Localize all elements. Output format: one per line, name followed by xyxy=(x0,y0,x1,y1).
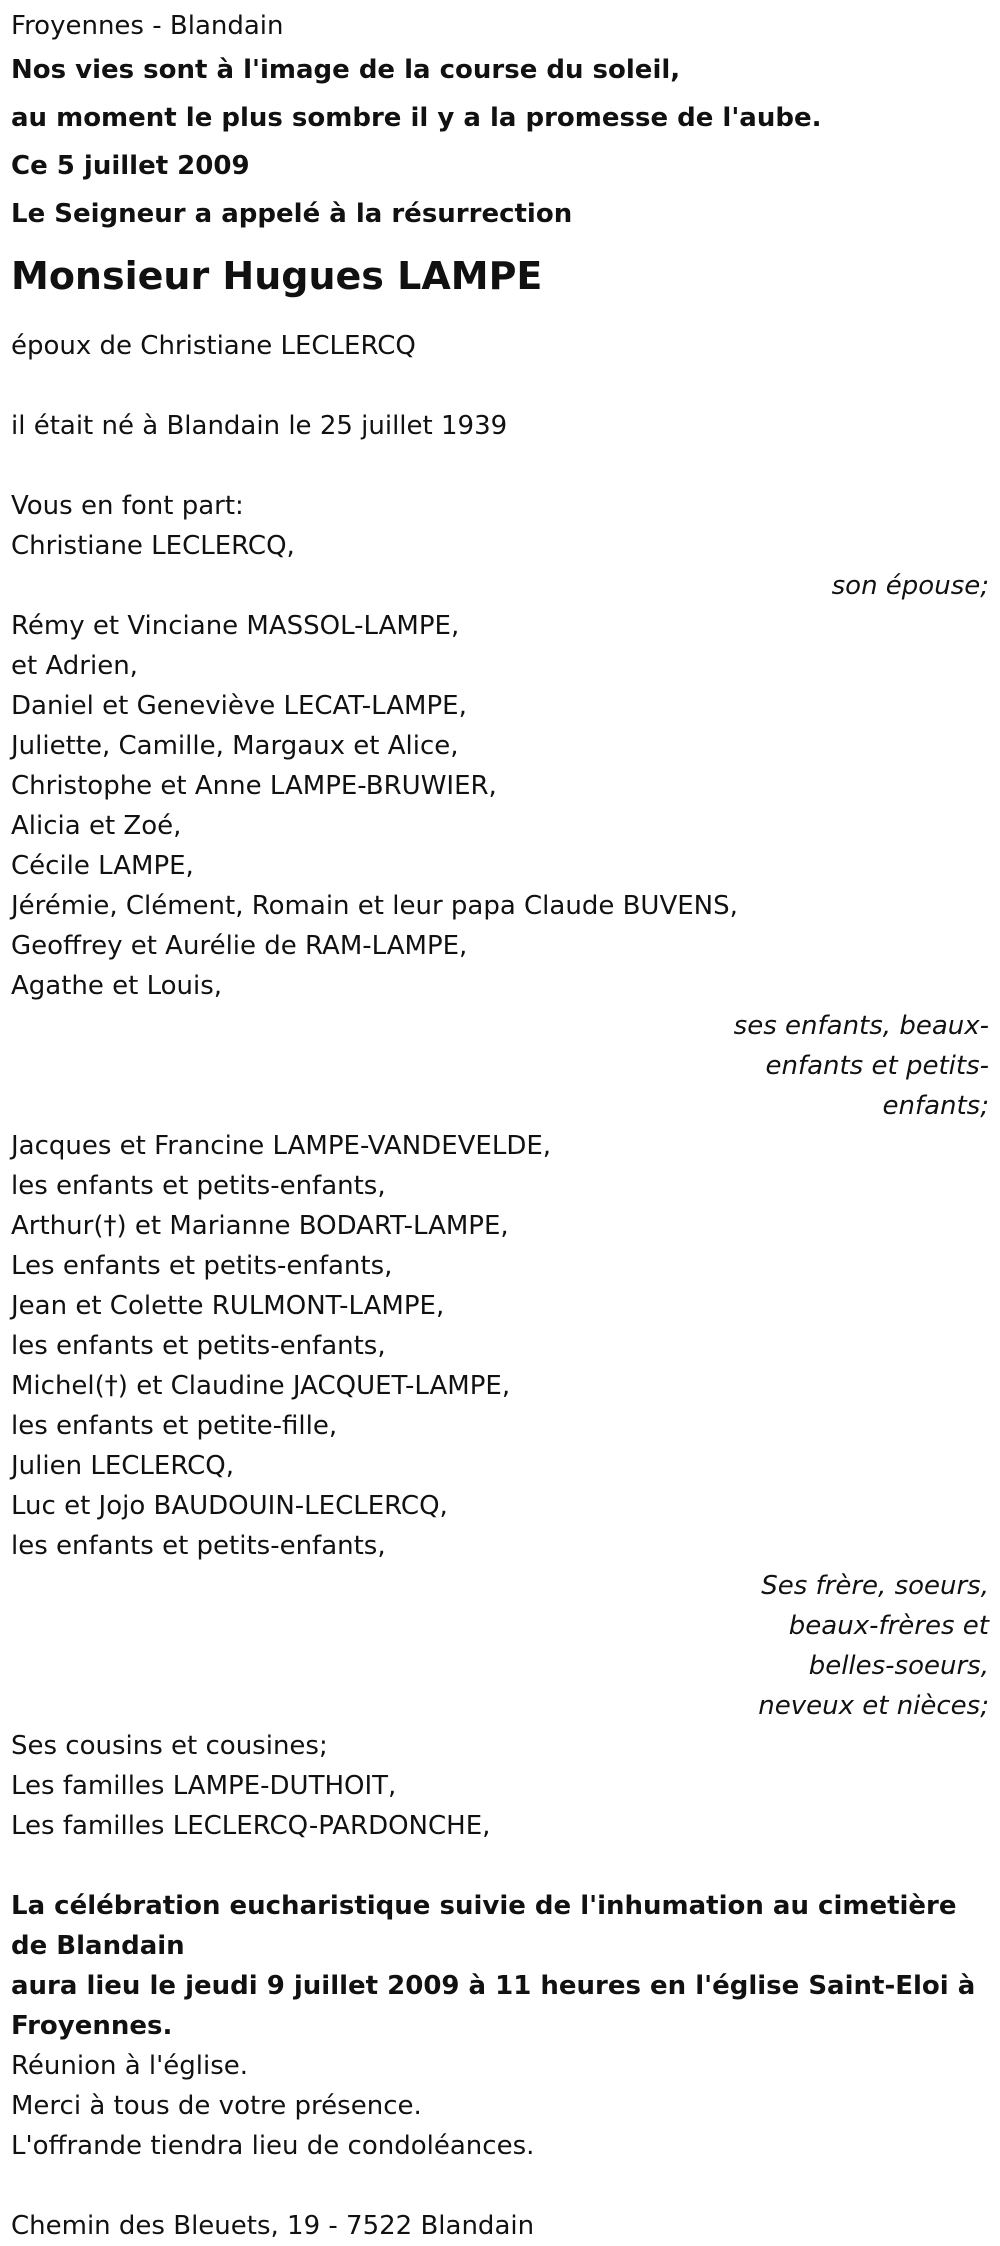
closing-line: Réunion à l'église. xyxy=(11,2051,249,2081)
family-line: les enfants et petits-enfants, xyxy=(11,1531,386,1561)
family-line: Rémy et Vinciane MASSOL-LAMPE, xyxy=(11,611,460,641)
family-line: Arthur(†) et Marianne BODART-LAMPE, xyxy=(11,1211,509,1241)
relation-line: neveux et nièces; xyxy=(758,1691,989,1721)
family-line: Juliette, Camille, Margaux et Alice, xyxy=(11,731,459,761)
relation-line: enfants et petits- xyxy=(765,1051,989,1081)
family-line: les enfants et petite-fille, xyxy=(11,1411,338,1441)
family-line: Jean et Colette RULMONT-LAMPE, xyxy=(11,1291,445,1321)
family-line: les enfants et petits-enfants, xyxy=(11,1331,386,1361)
family-line: Christiane LECLERCQ, xyxy=(11,531,295,561)
relation-line: beaux-frères et xyxy=(788,1611,989,1641)
family-line: Jacques et Francine LAMPE-VANDEVELDE, xyxy=(11,1131,552,1161)
family-line: les enfants et petits-enfants, xyxy=(11,1171,386,1201)
deceased-name: Monsieur Hugues LAMPE xyxy=(11,254,543,298)
family-line: Luc et Jojo BAUDOUIN-LECLERCQ, xyxy=(11,1491,448,1521)
relation-line: son épouse; xyxy=(831,571,989,601)
family-line: Daniel et Geneviève LECAT-LAMPE, xyxy=(11,691,467,721)
family-line: Julien LECLERCQ, xyxy=(11,1451,234,1481)
closing-line: L'offrande tiendra lieu de condoléances. xyxy=(11,2131,535,2161)
place-line: Froyennes - Blandain xyxy=(11,11,284,41)
family-line: Jérémie, Clément, Romain et leur papa Claude BUVENS, xyxy=(11,891,738,921)
birth-line: il était né à Blandain le 25 juillet 1939 xyxy=(11,411,508,441)
family-line: Agathe et Louis, xyxy=(11,971,223,1001)
relation-line: belles-soeurs, xyxy=(808,1651,989,1681)
obituary-notice xyxy=(11,0,989,2246)
date-line: Ce 5 juillet 2009 xyxy=(11,151,250,181)
family-line: Cécile LAMPE, xyxy=(11,851,194,881)
quote-line-2: au moment le plus sombre il y a la promesse de l'aube. xyxy=(11,103,822,133)
spouse-line: époux de Christiane LECLERCQ xyxy=(11,331,416,361)
closing-line: Merci à tous de votre présence. xyxy=(11,2091,422,2121)
family-line: Les familles LECLERCQ-PARDONCHE, xyxy=(11,1811,491,1841)
family-line: Les enfants et petits-enfants, xyxy=(11,1251,393,1281)
ceremony-line-1: La célébration eucharistique suivie de l'inhumation au cimetière de Blandain xyxy=(11,1891,957,1961)
called-line: Le Seigneur a appelé à la résurrection xyxy=(11,199,573,229)
family-line: Michel(†) et Claudine JACQUET-LAMPE, xyxy=(11,1371,511,1401)
family-line: Les familles LAMPE-DUTHOIT, xyxy=(11,1771,397,1801)
family-line: Geoffrey et Aurélie de RAM-LAMPE, xyxy=(11,931,468,961)
family-line: Alicia et Zoé, xyxy=(11,811,182,841)
relation-line: Ses frère, soeurs, xyxy=(761,1571,989,1601)
address-line: Chemin des Bleuets, 19 - 7522 Blandain xyxy=(11,2211,535,2241)
relation-line: enfants; xyxy=(882,1091,989,1121)
quote-line-1: Nos vies sont à l'image de la course du soleil, xyxy=(11,55,681,85)
ceremony-line-2: aura lieu le jeudi 9 juillet 2009 à 11 heures en l'église Saint-Eloi à Froyennes. xyxy=(11,1971,976,2041)
announce-intro: Vous en font part: xyxy=(11,491,244,521)
relation-line: ses enfants, beaux- xyxy=(733,1011,989,1041)
family-line: et Adrien, xyxy=(11,651,138,681)
family-line: Christophe et Anne LAMPE-BRUWIER, xyxy=(11,771,497,801)
family-line: Ses cousins et cousines; xyxy=(11,1731,328,1761)
